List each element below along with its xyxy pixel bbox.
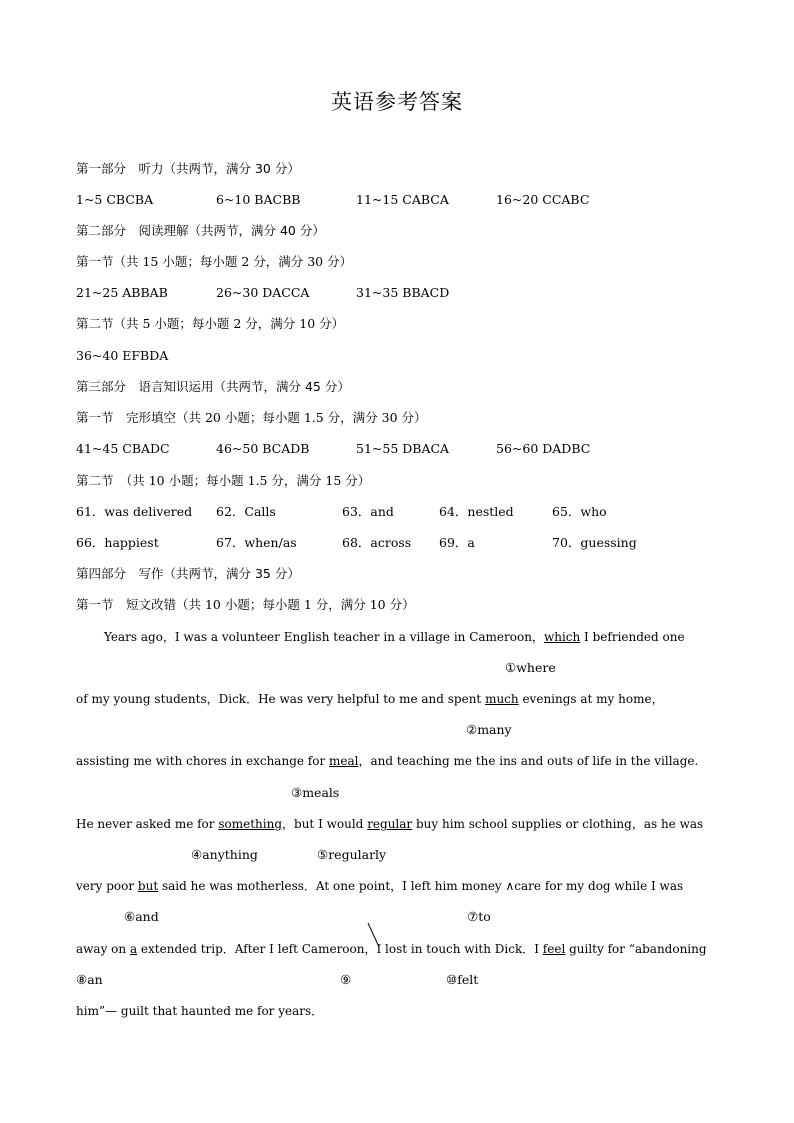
fill-answer: 63．and [342,504,394,519]
answer-group: 41~45 CBADC [76,441,170,456]
correction-3: ③meals [291,785,340,800]
correction-9: ⑨ [340,972,352,987]
correction-8: ⑧an [76,972,103,987]
error-word: much [485,692,519,706]
part4-heading: 第四部分 写作（共两节，满分 35 分） [76,566,300,581]
part3-section1-heading: 第一节 完形填空（共 20 小题；每小题 1.5 分，满分 30 分） [76,410,427,425]
part3-section2-heading: 第二节 （共 10 小题；每小题 1.5 分，满分 15 分） [76,473,371,488]
fill-answer: 70．guessing [552,535,637,550]
error-word: meal [329,754,359,768]
answer-group: 21~25 ABBAB [76,285,168,300]
answer-group: 56~60 DADBC [496,441,591,456]
part1-heading: 第一部分 听力（共两节，满分 30 分） [76,161,300,176]
passage-line: very poor but said he was motherless．At one point，I left him money ∧care for my dog while I was [76,879,684,893]
fill-answer: 61．was delivered [76,504,193,519]
answer-group: 36~40 EFBDA [76,348,169,363]
answer-group: 26~30 DACCA [216,285,310,300]
passage-line: him”— guilt that haunted me for years． [76,1004,324,1018]
error-word: something [218,817,283,831]
passage-line: Years ago，I was a volunteer English teacher in a village in Cameroon，which I befriended one [104,630,685,644]
fill-answer: 68．across [342,535,412,550]
correction-10: ⑩felt [446,972,479,987]
correction-5: ⑤regularly [317,847,387,862]
fill-answer: 69．a [439,535,475,550]
answer-group: 51~55 DBACA [356,441,450,456]
correction-6: ⑥and [124,909,159,924]
answer-group: 31~35 BBACD [356,285,450,300]
error-word: regular [367,817,413,831]
fill-answer: 64．nestled [439,504,514,519]
passage-line: assisting me with chores in exchange for meal，and teaching me the ins and outs of life in the village. [76,754,699,768]
passage-line: away on a extended trip．After I left Cameroon，I lost in touch with Dick．I feel guilty for “abandoning [76,942,707,956]
part2-section1-heading: 第一节（共 15 小题；每小题 2 分，满分 30 分） [76,254,353,269]
fill-answer: 65．who [552,504,607,519]
correction-4: ④anything [191,847,258,862]
correction-2: ②many [466,722,512,737]
fill-answer: 66．happiest [76,535,159,550]
error-word: a [129,942,138,956]
answer-group: 6~10 BACBB [216,192,301,207]
error-word: but [137,879,159,893]
part4-section1-heading: 第一节 短文改错（共 10 小题；每小题 1 分，满分 10 分） [76,597,415,612]
answer-group: 46~50 BCADB [216,441,310,456]
fill-answer: 67．when/as [216,535,297,550]
answer-group: 16~20 CCABC [496,192,590,207]
passage-line: of my young students，Dick．He was very helpful to me and spent much evenings at my home， [76,692,664,706]
correction-1: ①where [505,660,556,675]
page-title: 英语参考答案 [331,90,463,114]
correction-7: ⑦to [467,909,491,924]
passage-line: He never asked me for something，but I would regular buy him school supplies or clothing，as he was [76,817,704,831]
fill-answer: 62．Calls [216,504,276,519]
part2-section2-heading: 第二节（共 5 小题；每小题 2 分，满分 10 分） [76,316,345,331]
error-word: feel [542,942,566,956]
part2-heading: 第二部分 阅读理解（共两节，满分 40 分） [76,223,325,238]
answer-group: 1~5 CBCBA [76,192,154,207]
part3-heading: 第三部分 语言知识运用（共两节，满分 45 分） [76,379,350,394]
error-word: which [543,630,581,644]
answer-group: 11~15 CABCA [356,192,449,207]
